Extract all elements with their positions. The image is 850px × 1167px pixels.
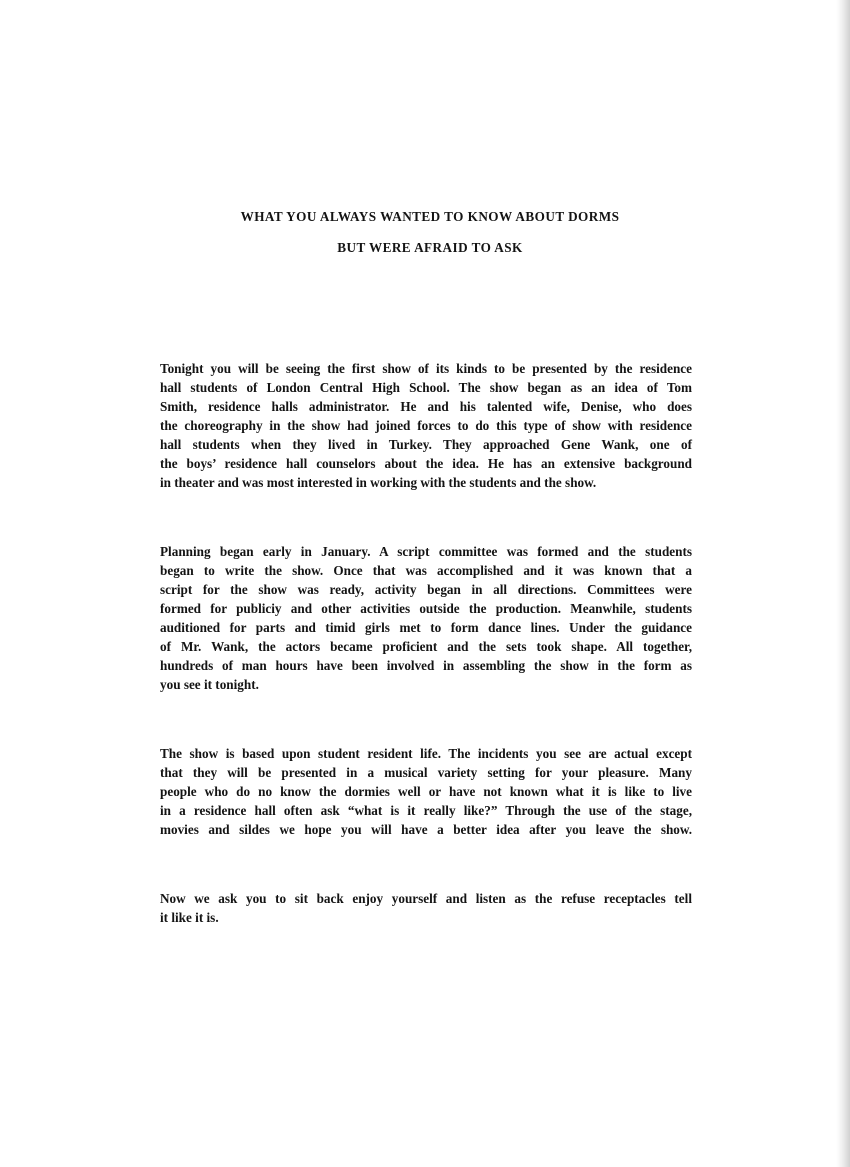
paragraph-line: formed for publiciy and other activities outside the production. Meanwhile, students [160, 601, 692, 616]
title-line-1: WHAT YOU ALWAYS WANTED TO KNOW ABOUT DORMS [240, 209, 620, 224]
paragraph-line: it like it is. [160, 910, 219, 925]
paragraph-line: hall students when they lived in Turkey. They approached Gene Wank, one of [160, 437, 692, 452]
paragraph-line: hundreds of man hours have been involved in assembling the show in the form as [160, 658, 692, 673]
page-edge-shadow [836, 0, 850, 1167]
paragraph-intro [160, 359, 692, 492]
paragraph-line: began to write the show. Once that was accomplished and it was known that a [160, 563, 692, 578]
paragraph-line: script for the show was ready, activity began in all directions. Committees were [160, 582, 692, 597]
paragraph-line: Now we ask you to sit back enjoy yourself and listen as the refuse receptacles tell [160, 891, 692, 906]
paragraph-closing [160, 889, 692, 927]
paragraph-line: movies and sildes we hope you will have a better idea after you leave the show. [160, 822, 692, 837]
paragraph-line: The show is based upon student resident life. The incidents you see are actual except [160, 746, 692, 761]
title-line-2: BUT WERE AFRAID TO ASK [337, 240, 523, 255]
paragraph-line: the choreography in the show had joined forces to do this type of show with residence [160, 418, 692, 433]
paragraph-line: hall students of London Central High School. The show began as an idea of Tom [160, 380, 692, 395]
paragraph-line: Smith, residence halls administrator. He and his talented wife, Denise, who does [160, 399, 692, 414]
paragraph-line: in a residence hall often ask “what is it really like?” Through the use of the stage, [160, 803, 692, 818]
paragraph-line: in theater and was most interested in working with the students and the show. [160, 475, 597, 490]
paragraph-line: Planning began early in January. A script committee was formed and the students [160, 544, 692, 559]
paragraph-planning [160, 542, 692, 694]
paragraph-line: people who do no know the dormies well or have not known what it is like to live [160, 784, 692, 799]
paragraph-line: of Mr. Wank, the actors became proficient and the sets took shape. All together, [160, 639, 692, 654]
paragraph-line: Tonight you will be seeing the first show of its kinds to be presented by the residence [160, 361, 692, 376]
paragraph-line: auditioned for parts and timid girls met to form dance lines. Under the guidance [160, 620, 692, 635]
paragraph-line: the boys’ residence hall counselors about the idea. He has an extensive background [160, 456, 692, 471]
paragraph-line: that they will be presented in a musical variety setting for your pleasure. Many [160, 765, 692, 780]
paragraph-show-basis [160, 744, 692, 839]
paragraph-line: you see it tonight. [160, 677, 259, 692]
